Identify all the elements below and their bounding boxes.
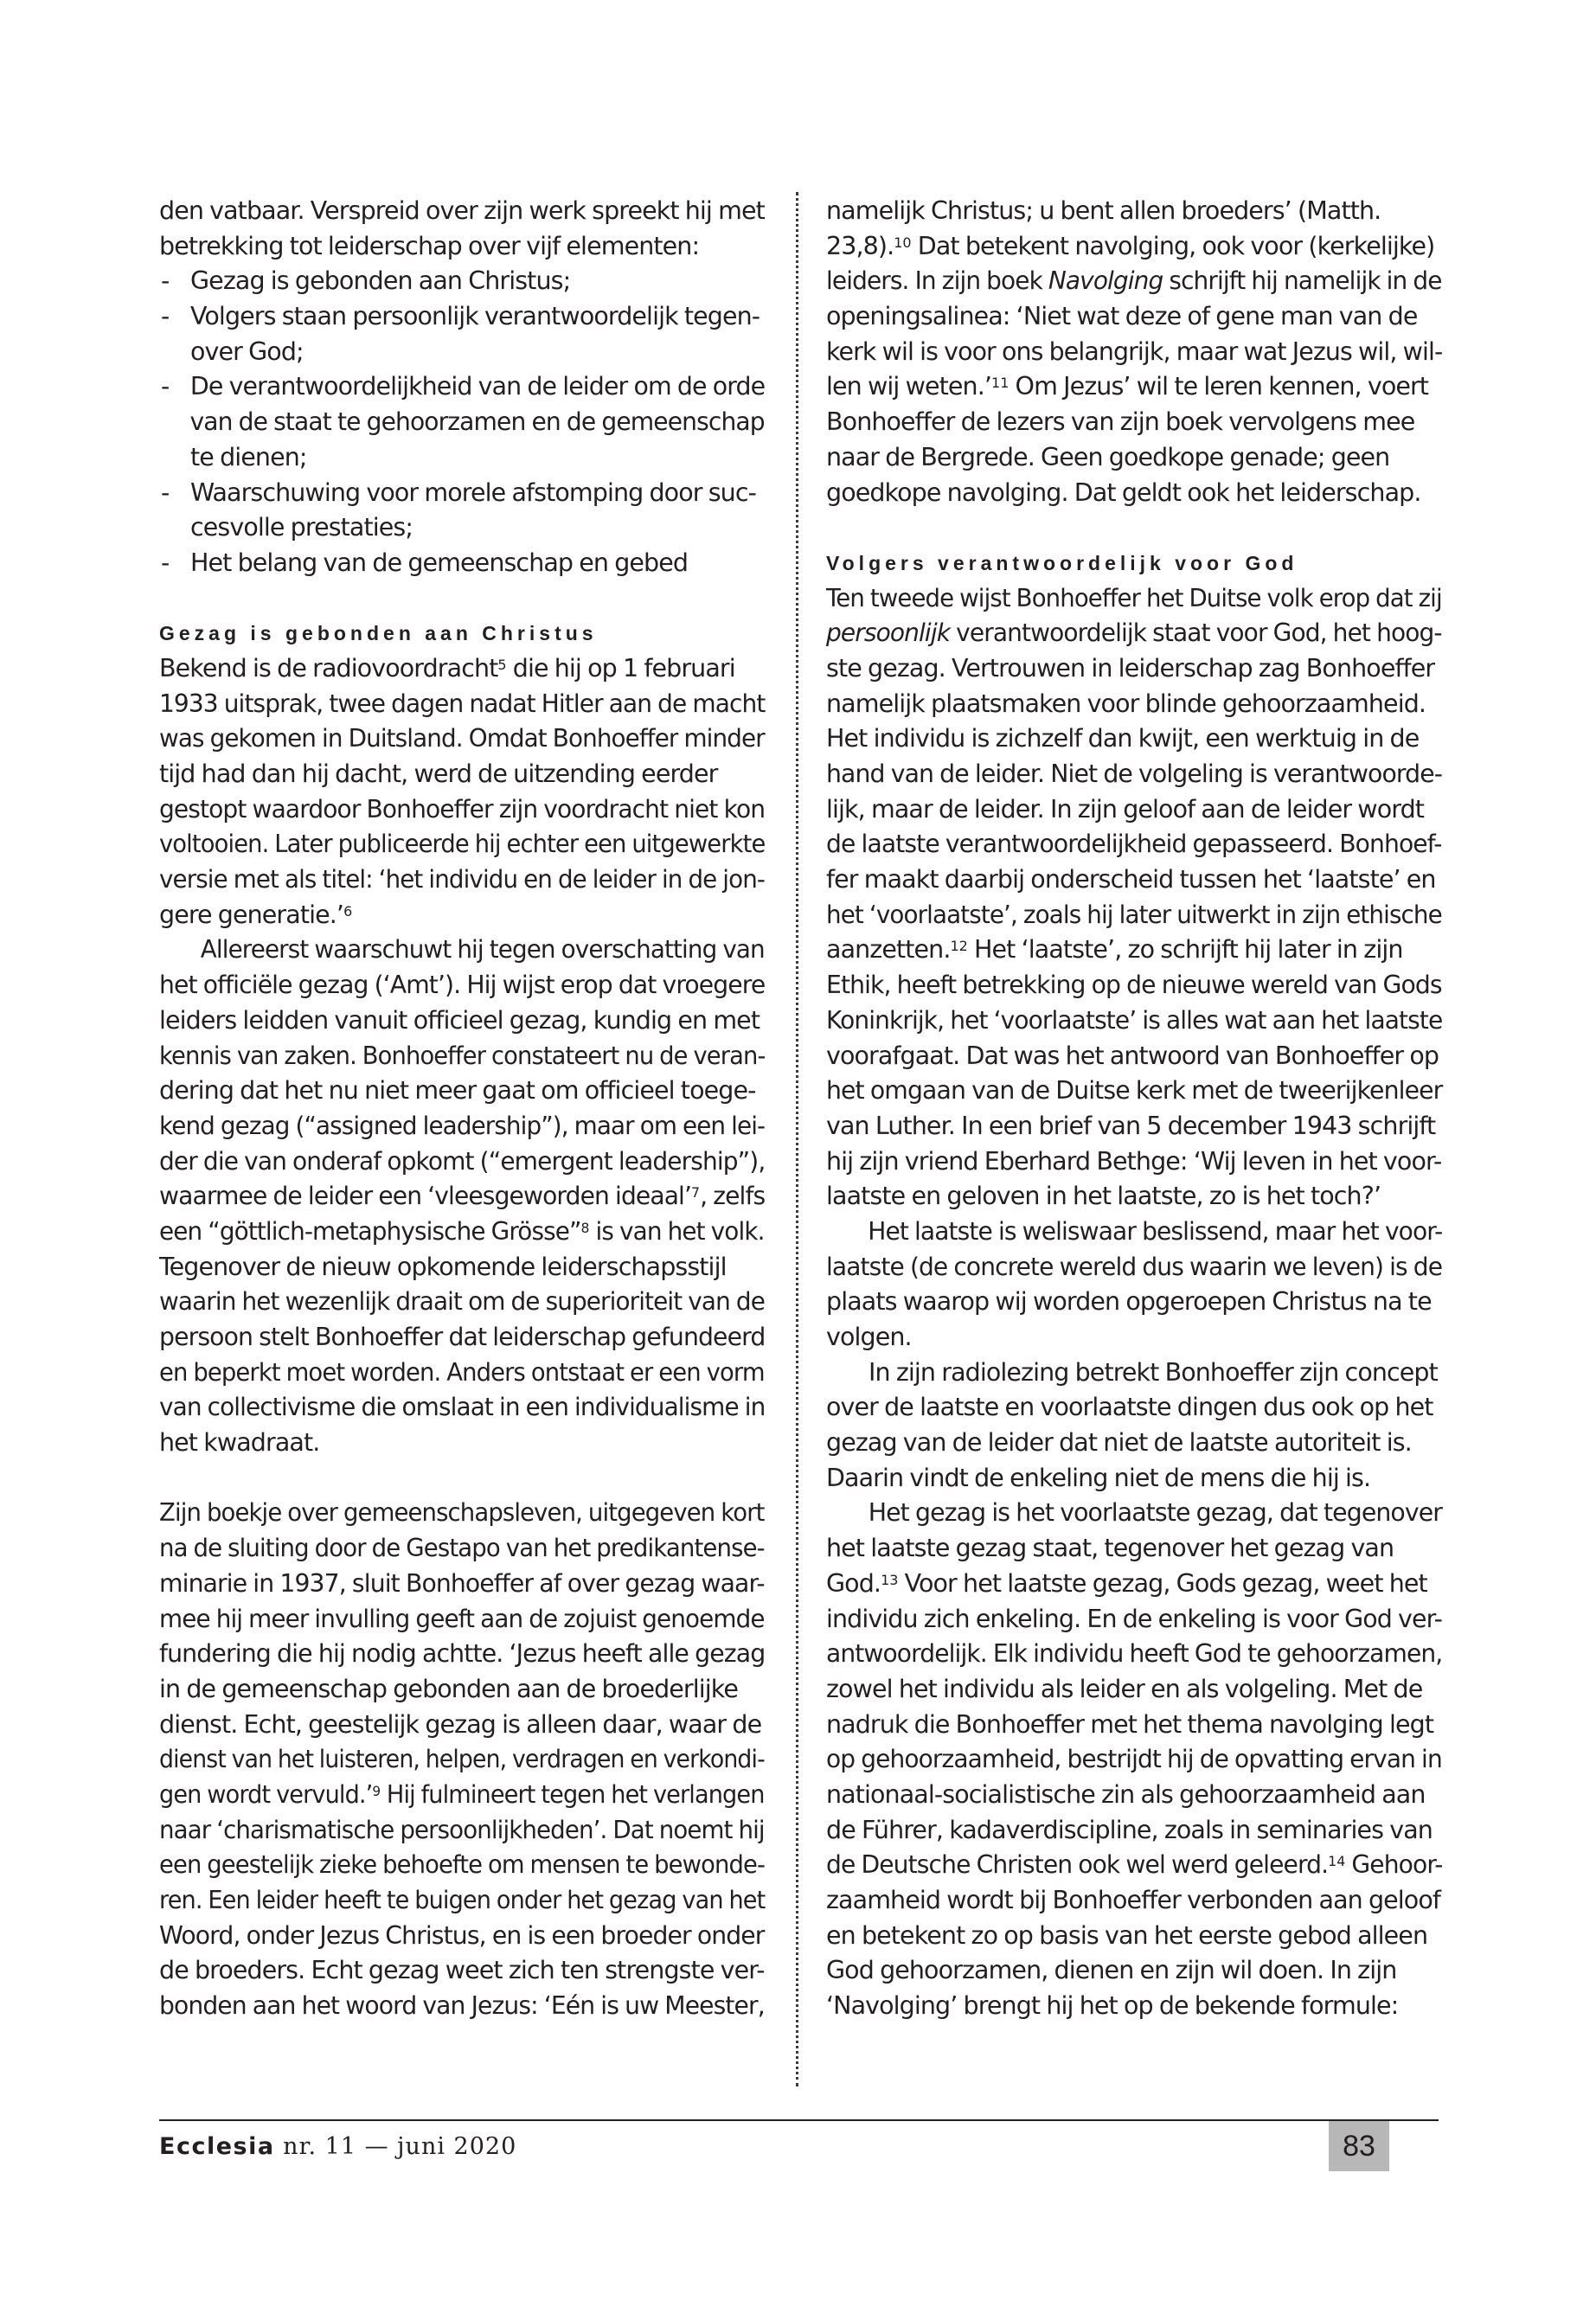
text-span: persoon stelt Bonhoeffer dat leiderschap gefundeerd — [159, 1323, 766, 1351]
paragraph-gap — [159, 1461, 765, 1497]
text-span: naar de Bergrede. Geen goedkope genade; geen — [826, 442, 1390, 471]
text-span: leiders. In zijn boek — [826, 266, 1048, 296]
text-span: hand van de leider. Niet de volgeling is verantwoorde- — [826, 760, 1443, 788]
text-line — [159, 1778, 765, 1813]
text-line — [826, 721, 1442, 757]
text-line — [826, 792, 1442, 828]
text-line — [159, 1250, 765, 1285]
text-line — [159, 1708, 765, 1743]
text-span: Daarin vindt de enkeling niet de mens die hij is. — [826, 1463, 1371, 1492]
text-line — [826, 1778, 1442, 1813]
text-line — [159, 1813, 765, 1849]
text-span: en beperkt moet worden. Anders ontstaat er een vorm — [159, 1357, 765, 1387]
text-span: volgen. — [826, 1323, 912, 1351]
issue-info: nr. 11 — juni 2020 — [274, 2133, 517, 2160]
footnote-reference: 14 — [1328, 1853, 1346, 1870]
text-span: zaamheid wordt bij Bonhoeffer verbonden aan geloof — [826, 1886, 1441, 1914]
footer-publication — [159, 2133, 516, 2160]
text-line — [826, 1144, 1442, 1180]
text-span: dienst van het luisteren, helpen, verdragen en verkondi- — [159, 1745, 765, 1774]
text-span: naar ‘charismatische persoonlijkheden’. Dat noemt hij — [159, 1815, 765, 1844]
text-span: Ten tweede wijst Bonhoeffer het Duitse volk erop dat zij — [826, 583, 1442, 612]
text-line — [826, 651, 1442, 687]
text-line — [826, 862, 1442, 898]
text-span: De verantwoordelijkheid van de leider om de orde — [189, 372, 766, 401]
text-line — [826, 369, 1442, 405]
text-span: plaats waarop wij worden opgeroepen Christus na te — [826, 1287, 1432, 1317]
text-line — [826, 335, 1443, 370]
text-span: was gekomen in Duitsland. Omdat Bonhoeffer minder — [159, 724, 765, 753]
text-span: gestopt waardoor Bonhoeffer zijn voordracht niet kon — [159, 794, 766, 824]
text-span: laatste (de concrete wereld dus waarin we leven) is de — [826, 1252, 1443, 1281]
text-span: een “göttlich-metaphysische Grösse” — [159, 1216, 581, 1246]
text-line — [159, 757, 765, 792]
text-span: kend gezag (“assigned leadership”), maar om een lei- — [159, 1111, 766, 1140]
text-span: over God; — [190, 336, 304, 366]
footer-rule — [159, 2119, 1439, 2121]
text-span: God gehoorzamen, dienen en zijn wil doen. In zijn — [826, 1956, 1397, 1985]
text-line — [826, 1989, 1442, 2024]
text-span: dienst. Echt, geestelijk gezag is alleen daar, waar de — [159, 1709, 762, 1739]
text-span: Het individu is zichzelf dan kwijt, een werktuig in de — [826, 724, 1420, 753]
text-span: namelijk Christus; u bent allen broeders’ (Matth. — [826, 196, 1381, 225]
text-span: een geestelijk zieke behoefte om mensen te bewonde- — [159, 1850, 766, 1880]
text-span: verantwoordelijk staat voor God, het hoog- — [950, 619, 1442, 648]
text-line — [826, 1215, 1443, 1250]
footnote-reference: 5 — [497, 656, 507, 673]
text-span: Gehoor- — [1345, 1850, 1443, 1880]
text-line — [159, 898, 765, 933]
text-line — [159, 1848, 766, 1883]
text-line — [159, 1074, 765, 1109]
text-line — [159, 1320, 766, 1356]
text-span: Waarschuwing voor morele afstomping door suc- — [190, 478, 756, 507]
section-heading: Gezag is gebonden aan Christus — [159, 622, 598, 645]
text-span: die hij op 1 februari — [506, 653, 735, 683]
text-line — [159, 827, 766, 862]
text-span: Om Jezus’ wil te leren kennen, voert — [1009, 372, 1429, 401]
text-line — [159, 968, 766, 1003]
text-span: gere generatie.’ — [159, 900, 344, 929]
text-span: van Luther. In een brief van 5 december 1943 schrijft — [826, 1111, 1436, 1140]
text-span: God. — [826, 1568, 881, 1598]
text-line — [826, 898, 1442, 933]
text-span: de broeders. Echt gezag weet zich ten strengste ver- — [159, 1956, 765, 1985]
text-line — [826, 1109, 1442, 1144]
text-line — [159, 1003, 765, 1039]
text-line — [159, 229, 765, 265]
text-line — [826, 1390, 1442, 1426]
right-column — [826, 194, 1442, 2024]
text-line — [826, 440, 1442, 476]
text-line — [159, 194, 765, 229]
text-line — [826, 1672, 1442, 1708]
text-span: fer maakt daarbij onderscheid tussen het ‘laatste’ en — [826, 865, 1436, 894]
text-span: hij zijn vriend Eberhard Bethge: ‘Wij leven in het voor- — [826, 1146, 1442, 1176]
text-span: laatste en geloven in het laatste, zo is het toch?’ — [826, 1182, 1381, 1211]
text-span: Het belang van de gemeenschap en gebed — [190, 548, 689, 577]
italic-title: persoonlijk — [826, 619, 951, 648]
text-line — [826, 616, 1442, 651]
footnote-reference: 12 — [950, 938, 968, 955]
text-line — [826, 687, 1442, 722]
text-line — [826, 1496, 1443, 1531]
text-span: is van het volk. — [589, 1216, 765, 1246]
text-line — [826, 1461, 1442, 1497]
text-span: te dienen; — [190, 442, 307, 471]
text-line — [159, 1426, 765, 1461]
text-span: gen wordt vervuld.’ — [159, 1779, 373, 1809]
text-line — [826, 1250, 1443, 1285]
text-span: Koninkrijk, het ‘voorlaatste’ is alles wat aan het laatste — [826, 1005, 1443, 1035]
text-span: bonden aan het woord van Jezus: ‘Eén is uw Meester, — [159, 1991, 765, 2021]
bullet-dash: - — [161, 478, 170, 507]
text-line — [826, 1742, 1442, 1778]
text-line — [159, 1672, 765, 1708]
text-span: aanzetten. — [826, 935, 951, 965]
text-span: fundering die hij nodig achtte. ‘Jezus heeft alle gezag — [159, 1639, 766, 1669]
text-span: ‘Navolging’ brengt hij het op de bekende formule: — [826, 1991, 1399, 2021]
text-line — [826, 1953, 1442, 1989]
text-span: openingsalinea: ‘Niet wat deze of gene man van de — [826, 302, 1418, 331]
text-span: het laatste gezag staat, tegenover het gezag van — [826, 1534, 1394, 1563]
bullet-dash: - — [161, 548, 170, 577]
text-line — [826, 1602, 1441, 1638]
text-line — [826, 1919, 1442, 1954]
text-span: Gezag is gebonden aan Christus; — [190, 266, 571, 296]
text-line — [159, 1390, 766, 1426]
paragraph-gap — [159, 581, 765, 617]
text-span: Voor het laatste gezag, Gods gezag, weet het — [898, 1568, 1427, 1598]
text-line — [826, 1531, 1442, 1567]
page-number: 83 — [1329, 2121, 1389, 2171]
text-span: cesvolle prestaties; — [190, 513, 413, 542]
text-line — [159, 862, 765, 898]
text-span: het ‘voorlaatste’, zoals hij later uitwerkt in zijn ethische — [826, 900, 1442, 929]
footnote-reference: 6 — [343, 902, 353, 920]
text-line — [159, 1953, 765, 1989]
text-span: gezag van de leider dat niet de laatste autoriteit is. — [826, 1428, 1412, 1458]
text-line — [159, 1109, 766, 1144]
text-span: Bekend is de radiovoordracht — [159, 653, 498, 683]
text-span: op gehoorzaamheid, bestrijdt hij de opvatting ervan in — [826, 1745, 1442, 1774]
text-line — [826, 1813, 1442, 1849]
text-span: van de staat te gehoorzamen en de gemeenschap — [189, 407, 765, 437]
text-span: de laatste verantwoordelijkheid gepasseerd. Bonhoef- — [826, 830, 1442, 859]
text-line — [159, 440, 765, 476]
list-item — [159, 369, 766, 405]
text-line — [826, 1074, 1443, 1109]
text-span: nationaal-socialistische zin als gehoorzaamheid aan — [826, 1779, 1426, 1809]
magazine-name: Ecclesia — [159, 2133, 275, 2160]
text-span: Tegenover de nieuw opkomende leiderschapsstijl — [159, 1252, 727, 1281]
text-line — [826, 1320, 1442, 1356]
footnote-reference: 11 — [991, 375, 1010, 392]
text-line — [826, 1356, 1442, 1391]
text-line — [159, 721, 765, 757]
text-line — [826, 1848, 1443, 1883]
text-line — [159, 510, 765, 546]
text-line — [159, 405, 765, 440]
list-item — [159, 299, 765, 335]
text-line — [159, 1285, 765, 1320]
text-span: zowel het individu als leider en als volgeling. Met de — [826, 1674, 1423, 1703]
text-span: Het ‘laatste’, zo schrijft hij later in zijn — [967, 935, 1403, 965]
text-span: ren. Een leider heeft te buigen onder het gezag van het — [159, 1886, 766, 1914]
text-span: en betekent zo op basis van het eerste gebod alleen — [826, 1920, 1428, 1950]
text-span: de Deutsche Christen ook wel werd geleerd. — [826, 1850, 1329, 1880]
text-span: betrekking tot leiderschap over vijf elementen: — [159, 231, 700, 260]
text-span: lijk, maar de leider. In zijn geloof aan de leider wordt — [826, 794, 1425, 824]
text-span: versie met als titel: ‘het individu en de leider in de jon- — [159, 865, 765, 894]
text-line — [826, 827, 1442, 862]
text-span: schrijft hij namelijk in de — [1163, 266, 1442, 296]
text-line — [826, 933, 1442, 968]
paragraph-gap — [826, 510, 1442, 546]
text-span: de Führer, kadaverdiscipline, zoals in seminaries van — [826, 1815, 1433, 1844]
text-line — [159, 335, 765, 370]
text-line — [159, 1919, 765, 1954]
text-line — [826, 1039, 1442, 1074]
text-span: In zijn radiolezing betrekt Bonhoeffer zijn concept — [869, 1357, 1438, 1387]
text-span: individu zich enkeling. En de enkeling is voor God ver- — [826, 1604, 1442, 1633]
text-span: Zijn boekje over gemeenschapsleven, uitgegeven kort — [159, 1498, 765, 1528]
text-line — [159, 1742, 765, 1778]
text-span: waarin het wezenlijk draait om de superioriteit van de — [159, 1287, 765, 1317]
section-heading: Volgers verantwoordelijk voor God — [826, 551, 1298, 574]
text-span: Bonhoeffer de lezers van zijn boek vervolgens mee — [826, 407, 1415, 437]
text-line — [826, 264, 1442, 299]
footnote-reference: 13 — [881, 1571, 899, 1588]
text-span: over de laatste en voorlaatste dingen dus ook op het — [826, 1393, 1433, 1422]
text-span: namelijk plaatsmaken voor blinde gehoorzaamheid. — [826, 689, 1426, 718]
bullet-dash: - — [161, 266, 170, 296]
text-span: 1933 uitsprak, twee dagen nadat Hitler aan de macht — [159, 689, 766, 718]
column-divider — [796, 192, 798, 2086]
text-span: len wij weten.’ — [826, 372, 992, 401]
text-span: leiders leidden vanuit officieel gezag, kundig en met — [159, 1005, 760, 1035]
text-span: mee hij meer invulling geeft aan de zojuist genoemde — [159, 1604, 765, 1633]
list-item — [159, 476, 765, 511]
text-span: na de sluiting door de Gestapo van het predikantense- — [159, 1534, 765, 1563]
text-span: voorafgaat. Dat was het antwoord van Bonhoeffer op — [826, 1041, 1439, 1070]
text-line — [826, 299, 1442, 335]
footnote-reference: 10 — [894, 234, 912, 251]
footnote-reference: 9 — [372, 1782, 381, 1799]
text-line — [159, 687, 766, 722]
text-line — [159, 1179, 766, 1215]
text-line — [159, 1039, 766, 1074]
text-line — [159, 1567, 765, 1602]
text-span: Het gezag is het voorlaatste gezag, dat tegenover — [868, 1498, 1443, 1528]
text-line — [826, 1285, 1442, 1320]
text-line — [159, 1989, 765, 2024]
text-line — [826, 581, 1442, 617]
text-line — [159, 1496, 765, 1531]
list-item — [159, 264, 765, 299]
text-span: van collectivisme die omslaat in een individualisme in — [159, 1393, 766, 1422]
text-line — [159, 1637, 766, 1672]
text-line — [159, 651, 765, 687]
text-line — [826, 1708, 1442, 1743]
text-line — [826, 1179, 1442, 1215]
text-span: Het laatste is weliswaar beslissend, maar het voor- — [868, 1216, 1443, 1246]
text-span: Dat betekent navolging, ook voor (kerkelijke) — [911, 231, 1435, 260]
text-line — [826, 194, 1442, 229]
text-line — [826, 1637, 1443, 1672]
text-line — [826, 229, 1442, 265]
text-span: kennis van zaken. Bonhoeffer constateert nu de veran- — [159, 1041, 766, 1070]
list-item — [159, 546, 765, 581]
bullet-dash: - — [161, 302, 170, 331]
text-span: tijd had dan hij dacht, werd de uitzending eerder — [159, 760, 718, 788]
text-span: Allereerst waarschuwt hij tegen overschatting van — [200, 935, 765, 965]
text-span: den vatbaar. Verspreid over zijn werk spreekt hij met — [159, 196, 765, 225]
text-span: minarie in 1937, sluit Bonhoeffer af over gezag waar- — [159, 1568, 765, 1598]
text-line — [159, 1215, 765, 1250]
text-span: voltooien. Later publiceerde hij echter een uitgewerkte — [159, 830, 766, 859]
text-span: het officiële gezag (‘Amt’). Hij wijst erop dat vroegere — [159, 971, 766, 1000]
text-span: het omgaan van de Duitse kerk met de tweerijkenleer — [826, 1076, 1443, 1106]
text-line — [826, 1426, 1442, 1461]
text-span: Ethik, heeft betrekking op de nieuwe wereld van Gods — [826, 971, 1442, 1000]
text-line — [826, 968, 1442, 1003]
text-span: waarmee de leider een ‘vleesgeworden ideaal’ — [159, 1182, 692, 1211]
text-line — [159, 933, 765, 968]
footnote-reference: 7 — [691, 1184, 701, 1202]
text-line — [826, 1883, 1442, 1919]
text-line — [159, 792, 766, 828]
left-column — [159, 194, 765, 2024]
text-line — [159, 1356, 765, 1391]
text-span: nadruk die Bonhoeffer met het thema navolging legt — [826, 1709, 1434, 1739]
text-line — [159, 1602, 765, 1638]
text-line — [826, 1567, 1442, 1602]
text-line — [826, 1003, 1443, 1039]
text-line — [159, 1144, 766, 1180]
text-span: goedkope navolging. Dat geldt ook het leiderschap. — [826, 478, 1421, 507]
italic-title: Navolging — [1048, 266, 1163, 296]
text-span: het kwadraat. — [159, 1428, 320, 1458]
text-line — [826, 476, 1442, 511]
text-span: in de gemeenschap gebonden aan de broederlijke — [159, 1674, 739, 1703]
text-span: der die van onderaf opkomt (“emergent leadership”), — [159, 1146, 766, 1176]
text-span: dering dat het nu niet meer gaat om officieel toege- — [159, 1076, 756, 1106]
footnote-reference: 8 — [580, 1219, 590, 1236]
text-line — [826, 405, 1442, 440]
text-span: 23,8). — [826, 231, 894, 260]
text-line — [159, 1883, 766, 1919]
text-span: Volgers staan persoonlijk verantwoordelijk tegen- — [190, 302, 760, 331]
text-span: ste gezag. Vertrouwen in leiderschap zag Bonhoeffer — [826, 653, 1435, 683]
text-span: , zelfs — [700, 1182, 766, 1211]
text-span: antwoordelijk. Elk individu heeft God te gehoorzamen, — [826, 1639, 1443, 1669]
text-line — [826, 757, 1443, 792]
text-span: Woord, onder Jezus Christus, en is een broeder onder — [159, 1920, 765, 1950]
text-span: Hij fulmineert tegen het verlangen — [381, 1779, 765, 1809]
bullet-dash: - — [160, 372, 170, 401]
text-span: kerk wil is voor ons belangrijk, maar wat Jezus wil, wil- — [826, 336, 1443, 366]
text-line — [159, 1531, 765, 1567]
